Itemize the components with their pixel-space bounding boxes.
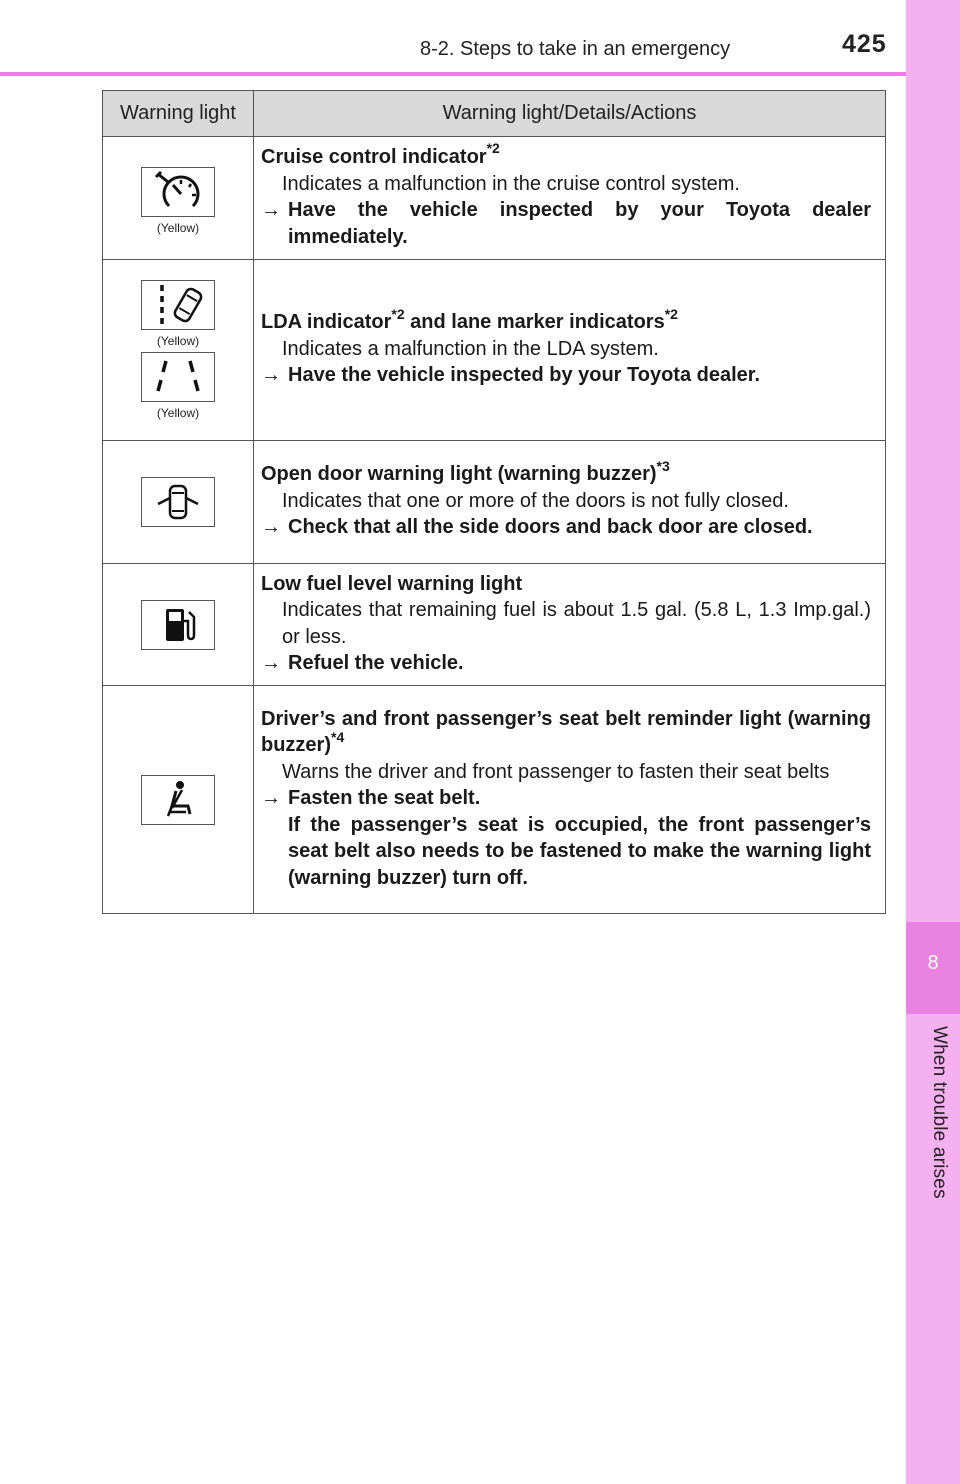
row-title-text: Open door warning light (warning buzzer) [261, 463, 657, 486]
row-title [261, 706, 871, 759]
row-description: Indicates that remaining fuel is about 1.5 gal. (5.8 L, 1.3 Imp.gal.) or less. [282, 599, 871, 648]
table-row [103, 564, 886, 686]
footnote-ref: *2 [664, 305, 678, 322]
arrow-icon: → [261, 199, 281, 221]
section-title: 8-2. Steps to take in an emergency [420, 38, 731, 60]
color-label: (Yellow) [156, 221, 200, 235]
row-action-text: Refuel the vehicle. [288, 652, 464, 674]
row-action-text: Fasten the seat belt. [288, 787, 481, 810]
row-title-text: LDA indicator [261, 311, 392, 334]
details-cell [254, 260, 886, 441]
row-action [261, 650, 871, 677]
row-description: Indicates a malfunction in the cruise control system. [282, 172, 740, 195]
row-title [261, 305, 871, 336]
row-action-detail: If the passenger’s seat is occupied, the front passenger’s seat belt also needs to be fastened to make the warning light (warning buzzer) turn off. [288, 813, 871, 889]
color-label: (Yellow) [156, 406, 200, 420]
chapter-number: 8 [927, 952, 939, 974]
page-number: 425 [842, 30, 887, 58]
row-title [261, 140, 871, 171]
warning-light-table [102, 90, 886, 914]
row-description: Indicates that one or more of the doors is not fully closed. [282, 489, 789, 512]
table-row [103, 686, 886, 914]
row-action-text: Have the vehicle inspected by your Toyota dealer. [288, 364, 761, 387]
col-header-warning-light: Warning light [103, 91, 254, 137]
header-rule [0, 72, 906, 76]
row-title-text: Driver’s and front passenger’s seat belt reminder light (warning buzzer) [261, 707, 871, 757]
row-action [261, 197, 871, 250]
chapter-title: When trouble arises [929, 1026, 950, 1199]
icon-cell [103, 686, 254, 914]
arrow-icon: → [261, 787, 281, 810]
row-title-text: Cruise control indicator [261, 146, 487, 168]
details-cell [254, 686, 886, 914]
row-title-text-2: and lane marker indicators [404, 311, 665, 334]
arrow-icon: → [261, 516, 281, 539]
icon-cell [103, 260, 254, 441]
row-title [261, 571, 871, 598]
arrow-icon: → [261, 652, 281, 674]
details-cell [254, 441, 886, 564]
footnote-ref: *3 [656, 457, 670, 474]
table-row [103, 260, 886, 441]
row-action-text: Check that all the side doors and back door are closed. [288, 516, 813, 539]
open-door-icon [141, 477, 215, 527]
icon-cell [103, 564, 254, 686]
table-row [103, 137, 886, 260]
cruise-control-icon [141, 167, 215, 217]
color-label: (Yellow) [156, 334, 200, 348]
table-header-row [103, 91, 886, 137]
details-cell [254, 137, 886, 260]
footnote-ref: *2 [486, 140, 500, 157]
details-cell [254, 564, 886, 686]
icon-cell [103, 137, 254, 260]
icon-cell [103, 441, 254, 564]
lane-marker-icon [141, 352, 215, 402]
row-title [261, 457, 871, 488]
row-action [261, 362, 871, 389]
seat-belt-icon [141, 775, 215, 825]
row-action [261, 514, 871, 541]
footnote-ref: *2 [391, 305, 405, 322]
arrow-icon: → [261, 364, 281, 387]
row-description: Indicates a malfunction in the LDA system. [282, 337, 659, 360]
table-row [103, 441, 886, 564]
footnote-ref: *4 [331, 728, 345, 745]
row-description: Warns the driver and front passenger to fasten their seat belts [282, 760, 830, 783]
row-action [261, 785, 871, 812]
lda-indicator-icon [141, 280, 215, 330]
row-title-text: Low fuel level warning light [261, 572, 523, 595]
fuel-pump-icon [141, 600, 215, 650]
col-header-details: Warning light/Details/Actions [254, 91, 886, 137]
row-action-text: Have the vehicle inspected by your Toyota dealer immediately. [288, 199, 871, 248]
